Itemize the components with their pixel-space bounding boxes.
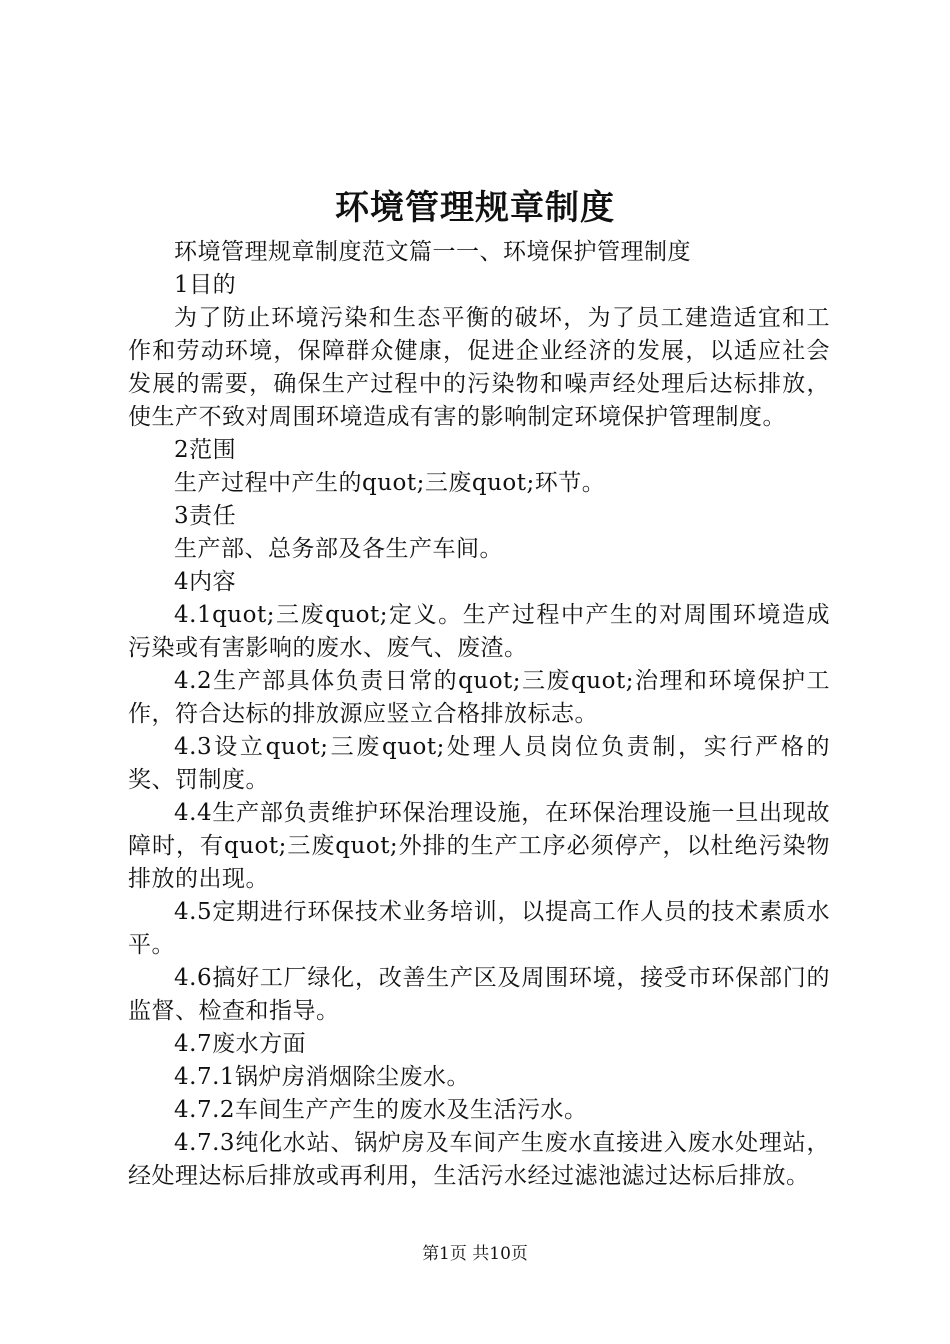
paragraph-4-1: 4.1quot;三废quot;定义。生产过程中产生的对周围环境造成污染或有害影响的废水、废气、废渣。 (128, 602, 830, 661)
paragraph-4-3: 4.3设立quot;三废quot;处理人员岗位负责制，实行严格的奖、罚制度。 (128, 734, 830, 793)
page-number-footer: 第1页 共10页 (422, 1244, 528, 1264)
document-body (128, 236, 830, 1193)
paragraph-scope: 生产过程中产生的quot;三废quot;环节。 (174, 470, 606, 496)
paragraph-responsibility: 生产部、总务部及各生产车间。 (174, 536, 503, 562)
heading-content: 4内容 (174, 569, 237, 595)
document-title: 环境管理规章制度 (335, 188, 615, 228)
heading-4-7: 4.7废水方面 (174, 1031, 307, 1057)
paragraph-4-7-1: 4.7.1锅炉房消烟除尘废水。 (174, 1064, 471, 1090)
paragraph-4-6: 4.6搞好工厂绿化，改善生产区及周围环境，接受市环保部门的监督、检查和指导。 (128, 965, 830, 1024)
paragraph-4-5: 4.5定期进行环保技术业务培训，以提高工作人员的技术素质水平。 (128, 899, 830, 958)
heading-purpose: 1目的 (174, 272, 237, 298)
heading-scope: 2范围 (174, 437, 237, 463)
paragraph-purpose: 为了防止环境污染和生态平衡的破坏，为了员工建造适宜和工作和劳动环境，保障群众健康，促进企业经济的发展，以适应社会发展的需要，确保生产过程中的污染物和噪声经处理后达标排放，使生产不致对周围环境造成有害的影响制定环境保护管理制度。 (128, 305, 830, 430)
paragraph-4-2: 4.2生产部具体负责日常的quot;三废quot;治理和环境保护工作，符合达标的排放源应竖立合格排放标志。 (128, 668, 830, 727)
paragraph-4-4: 4.4生产部负责维护环保治理设施，在环保治理设施一旦出现故障时，有quot;三废quot;外排的生产工序必须停产，以杜绝污染物排放的出现。 (128, 800, 830, 892)
paragraph-4-7-2: 4.7.2车间生产产生的废水及生活污水。 (174, 1097, 588, 1123)
paragraph-4-7-3: 4.7.3纯化水站、锅炉房及车间产生废水直接进入废水处理站，经处理达标后排放或再利用，生活污水经过滤池滤过达标后排放。 (128, 1130, 830, 1189)
paragraph-intro: 环境管理规章制度范文篇一一、环境保护管理制度 (174, 239, 691, 265)
heading-responsibility: 3责任 (174, 503, 237, 529)
